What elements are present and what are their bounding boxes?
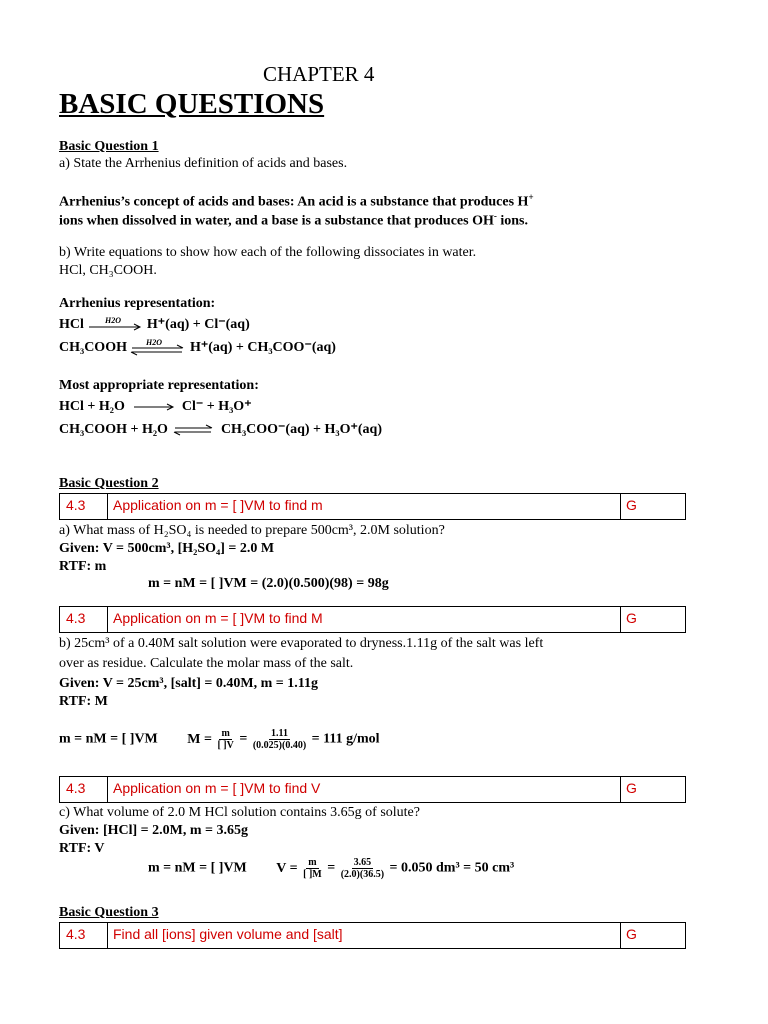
reaction-arrow-icon: [87, 317, 143, 333]
topic-code: 4.3: [66, 926, 86, 942]
topic-description: Application on m = [ ]VM to find M: [113, 610, 323, 626]
q1-answer-line1: Arrhenius’s concept of acids and bases: An acid is a substance that produces H+: [59, 192, 534, 210]
topic-code: 4.3: [66, 780, 86, 796]
topic-description: Application on m = [ ]VM to find V: [113, 780, 321, 796]
most-appropriate-heading: Most appropriate representation:: [59, 378, 259, 393]
q2c-rtf: RTF: V: [59, 841, 105, 856]
equation-1: HCl H2O H⁺(aq) + Cl⁻(aq): [59, 316, 250, 332]
topic-box-b: [59, 606, 686, 633]
page-title: BASIC QUESTIONS: [59, 88, 325, 120]
topic-code: 4.3: [66, 610, 86, 626]
q2a-question: a) What mass of H₂SO₄ is needed to prepare 500cm³, 2.0M solution?: [59, 523, 445, 538]
q2b-rtf: RTF: M: [59, 694, 108, 709]
equilibrium-arrow-icon: [130, 339, 186, 357]
q3-heading: Basic Question 3: [59, 905, 159, 920]
q1-heading: Basic Question 1: [59, 139, 159, 154]
arrhenius-heading: Arrhenius representation:: [59, 296, 216, 311]
chapter-label: CHAPTER 4: [263, 62, 375, 86]
equilibrium-arrow-icon: [171, 423, 217, 437]
q1-part-a: a) State the Arrhenius definition of acids and bases.: [59, 156, 348, 171]
topic-description: Find all [ions] given volume and [salt]: [113, 926, 343, 942]
q2-heading: Basic Question 2: [59, 476, 159, 491]
q2b-question-line1: b) 25cm³ of a 0.40M salt solution were evaporated to dryness.1.11g of the salt was left: [59, 636, 544, 651]
q2b-question-line2: over as residue. Calculate the molar mass of the salt.: [59, 656, 354, 671]
topic-grade: G: [626, 780, 637, 796]
topic-description: Application on m = [ ]VM to find m: [113, 497, 323, 513]
topic-grade: G: [626, 926, 637, 942]
q2c-given: Given: [HCl] = 2.0M, m = 3.65g: [59, 823, 248, 838]
q2a-given: Given: V = 500cm³, [H₂SO₄] = 2.0 M: [59, 541, 275, 556]
q2c-equation: m = nM = [ ]VM V = $\frac{m}{[ ]M}$ = $\frac{3.65}{(2.0)(36.5)}$ = 0.050 dm³ = 50 cm³: [148, 857, 515, 880]
q2a-rtf: RTF: m: [59, 559, 107, 574]
q1-part-b-line2: HCl, CH₃COOH.: [59, 263, 157, 278]
topic-box-q3: [59, 922, 686, 949]
topic-box-c: [59, 776, 686, 803]
q2b-equation: m = nM = [ ]VM M = $\frac{m}{[ ]V}$ = $\frac{1.11}{(0.025)(0.40)}$ = 111 g/mol: [59, 728, 380, 751]
q2b-given: Given: V = 25cm³, [salt] = 0.40M, m = 1.11g: [59, 676, 318, 691]
reaction-arrow-icon: [128, 400, 178, 414]
svg-text:H2O: H2O: [105, 316, 122, 325]
equation-3: HCl + H₂O Cl⁻ + H₃O⁺: [59, 399, 252, 414]
topic-code: 4.3: [66, 497, 86, 513]
topic-box-a: [59, 493, 686, 520]
q2a-solution: m = nM = [ ]VM = (2.0)(0.500)(98) = 98g: [148, 576, 389, 591]
svg-text:H2O: H2O: [146, 339, 163, 347]
q2c-question: c) What volume of 2.0 M HCl solution contains 3.65g of solute?: [59, 805, 420, 820]
q1-part-b-line1: b) Write equations to show how each of the following dissociates in water.: [59, 245, 477, 260]
equation-4: CH₃COOH + H₂O CH₃COO⁻(aq) + H₃O⁺(aq): [59, 422, 382, 437]
equation-2: CH₃COOH H2O H⁺(aq) + CH₃COO⁻(aq): [59, 339, 336, 356]
q1-answer-line2: ions when dissolved in water, and a base is a substance that produces OH- ions.: [59, 211, 528, 229]
topic-grade: G: [626, 610, 637, 626]
topic-grade: G: [626, 497, 637, 513]
